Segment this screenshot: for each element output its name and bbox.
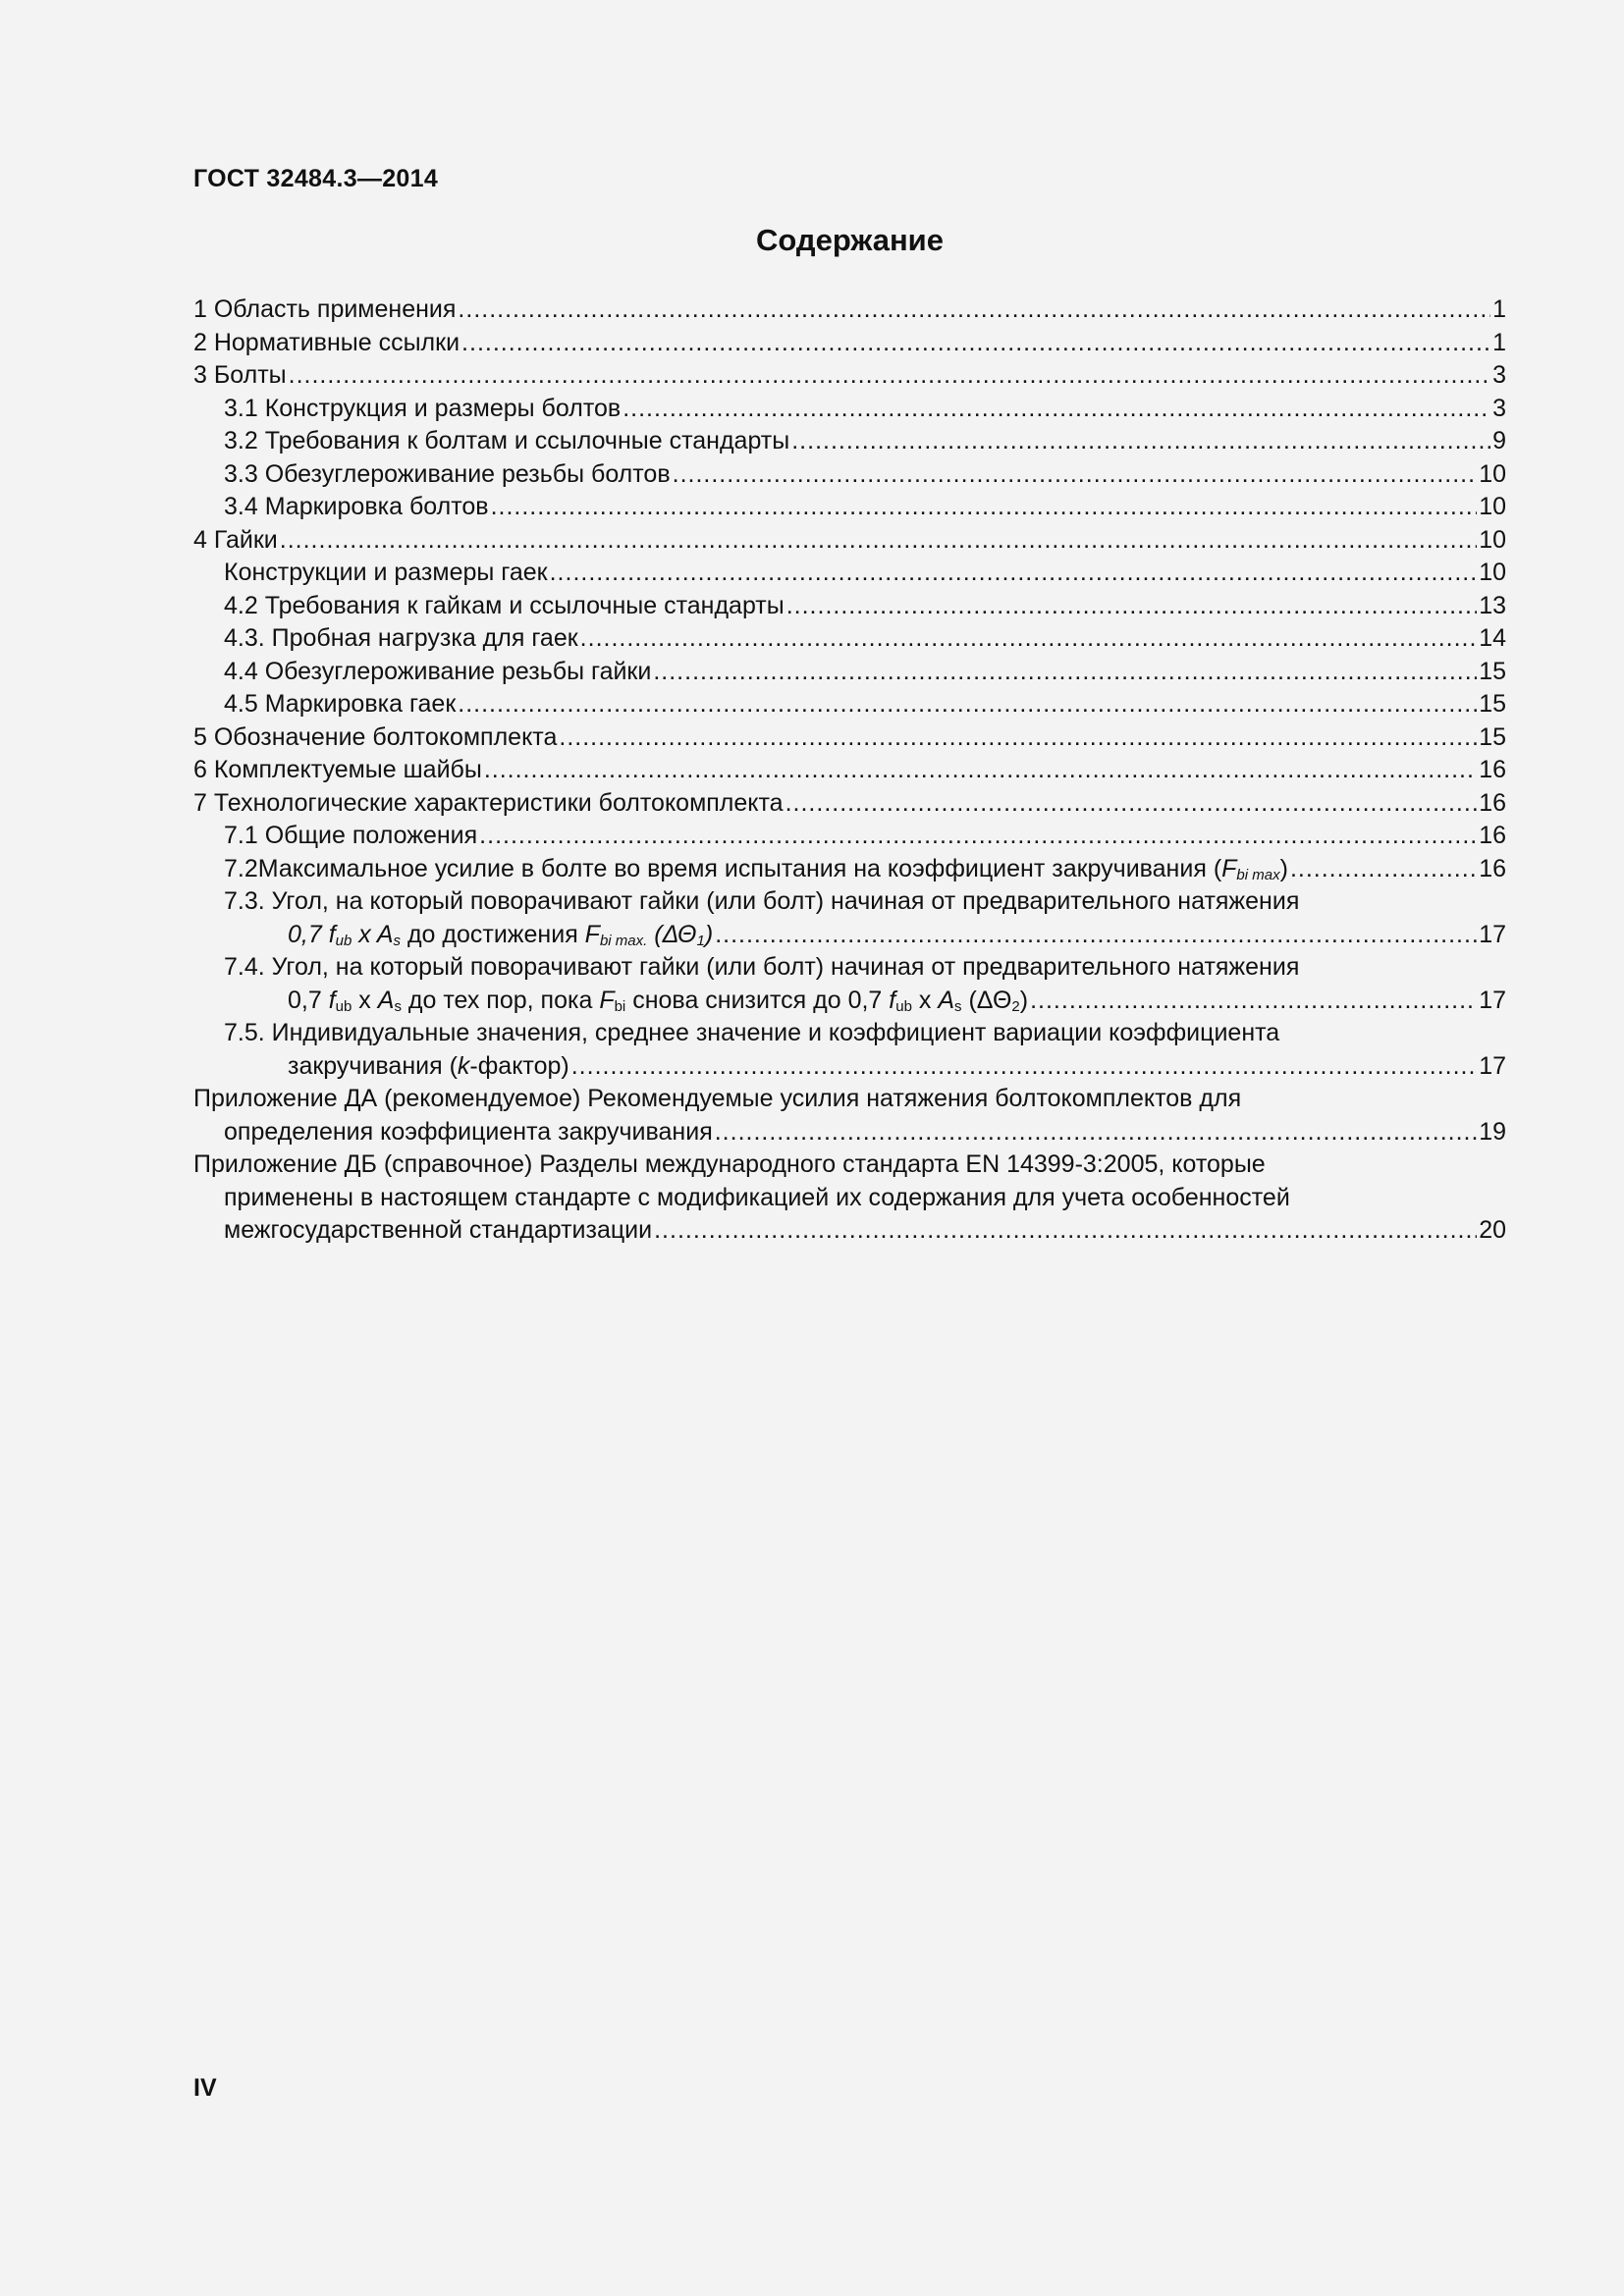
toc-entry[interactable] <box>193 590 1506 623</box>
toc-page-number: 3 <box>1492 394 1506 422</box>
toc-page-number: 1 <box>1492 328 1506 356</box>
toc-entry-text: 4.4 Обезуглероживание резьбы гайки <box>224 657 652 685</box>
toc-page-number: 10 <box>1479 493 1506 520</box>
toc-entry-text: Конструкции и размеры гаек <box>224 559 548 586</box>
toc-entry-text: 7.1 Общие положения <box>224 822 478 849</box>
toc-page-number: 10 <box>1479 459 1506 488</box>
toc-entry[interactable] <box>193 294 1506 327</box>
toc-entry-text: 3 Болты <box>193 361 287 389</box>
toc-entry[interactable] <box>193 985 1506 1018</box>
toc-entry-text[interactable]: Приложение ДА (рекомендуемое) Рекомендуемые усилия натяжения болтокомплектов для <box>193 1085 1242 1112</box>
toc-entry-text: 2 Нормативные ссылки <box>193 328 460 356</box>
toc-page-number: 15 <box>1479 657 1506 685</box>
dot-leader <box>653 656 1477 689</box>
toc-entry-text: закручивания (k-фактор) <box>288 1051 569 1080</box>
toc-entry[interactable] <box>193 359 1506 393</box>
toc-entry[interactable] <box>193 820 1506 853</box>
dot-leader <box>654 1214 1477 1248</box>
toc-entry[interactable] <box>193 622 1506 656</box>
toc-entry[interactable] <box>193 754 1506 787</box>
page-number: IV <box>193 2074 217 2102</box>
toc-entry-text[interactable]: применены в настоящем стандарте с модификацией их содержания для учета особенностей <box>224 1183 1290 1211</box>
dot-leader <box>785 787 1478 821</box>
toc-entry[interactable] <box>193 721 1506 755</box>
toc-page-number: 16 <box>1479 788 1506 817</box>
toc-title: Содержание <box>756 223 944 257</box>
toc-entry[interactable] <box>193 1050 1506 1084</box>
dot-leader <box>458 294 1490 327</box>
toc-entry-text: 4 Гайки <box>193 525 278 554</box>
toc-entry[interactable] <box>193 557 1506 590</box>
toc-entry-text: 0,7 $f_{ub}$ x $A_s$ до тех пор, пока $F_{bi}$ снова снизится до 0,7 $f_{ub}$ x $A_s$ $(\Delta\Theta_2)$ <box>288 986 1029 1015</box>
toc-entry-text[interactable]: 7.5. Индивидуальные значения, среднее значение и коэффициент вариации коэффициента <box>224 1019 1280 1046</box>
toc-entry-text: 4.2 Требования к гайкам и ссылочные стандарты <box>224 591 785 619</box>
toc-entry[interactable] <box>193 425 1506 458</box>
toc-page-number: 17 <box>1479 1051 1506 1080</box>
toc-page-number: 13 <box>1479 591 1506 619</box>
toc-entry-text: межгосударственной стандартизации <box>224 1216 653 1244</box>
toc-entry[interactable] <box>193 327 1506 360</box>
dot-leader <box>491 491 1478 524</box>
toc-entry-text: определения коэффициента закручивания <box>224 1117 713 1146</box>
toc-entry-text[interactable]: 7.4. Угол, на который поворачивают гайки (или болт) начиная от предварительного натяжения <box>224 953 1300 981</box>
toc-page-number: 15 <box>1479 690 1506 718</box>
dot-leader <box>580 622 1478 656</box>
toc-page-number: 14 <box>1479 624 1506 652</box>
dot-leader <box>559 721 1477 755</box>
dot-leader <box>280 524 1477 558</box>
toc-entry-text: 4.3. Пробная нагрузка для гаек <box>224 624 578 652</box>
toc-entry[interactable] <box>193 853 1506 886</box>
toc-entry-text: 5 Обозначение болтокомплекта <box>193 722 558 751</box>
toc-entry-text[interactable]: Приложение ДБ (справочное) Разделы международного стандарта EN 14399-3:2005, которые <box>193 1150 1266 1178</box>
toc-entry-text: 7 Технологические характеристики болтокомплекта <box>193 788 784 817</box>
toc-page-number: 9 <box>1492 427 1506 454</box>
toc-page-number: 16 <box>1479 822 1506 849</box>
toc-page-number: 16 <box>1479 756 1506 783</box>
toc-entry-text: 1 Область применения <box>193 295 457 323</box>
toc-entry-text: 0,7 $f_{ub}$ x $A_s$ до достижения $F_{bi max.}$ $(\Delta\Theta_1)$ <box>288 920 714 949</box>
toc-entry[interactable] <box>193 919 1506 952</box>
toc-entry[interactable] <box>193 688 1506 721</box>
toc-entry[interactable] <box>193 656 1506 689</box>
toc-page-number: 3 <box>1492 361 1506 389</box>
toc-page-number: 17 <box>1479 986 1506 1014</box>
dot-leader <box>571 1050 1477 1084</box>
toc-entry[interactable] <box>193 393 1506 426</box>
toc-entry[interactable] <box>193 1214 1506 1248</box>
toc-entry-text: 3.2 Требования к болтам и ссылочные стандарты <box>224 427 790 454</box>
toc-page-number: 20 <box>1479 1216 1506 1244</box>
toc-page-number: 10 <box>1479 559 1506 586</box>
dot-leader <box>623 393 1490 426</box>
dot-leader <box>1030 985 1477 1018</box>
toc-entry-text: 3.3 Обезуглероживание резьбы болтов <box>224 459 671 488</box>
toc-page-number: 10 <box>1479 525 1506 554</box>
dot-leader <box>479 820 1477 853</box>
document-code: ГОСТ 32484.3—2014 <box>193 165 439 192</box>
dot-leader <box>484 754 1477 787</box>
toc-page-number: 19 <box>1479 1117 1506 1146</box>
toc-entry[interactable] <box>193 491 1506 524</box>
table-of-contents <box>193 294 1506 1248</box>
toc-entry-text: 7.2Максимальное усилие в болте во время испытания на коэффициент закручивания $(F_{bi max})$ <box>224 854 1288 883</box>
toc-page-number: 17 <box>1479 920 1506 948</box>
toc-entry[interactable] <box>193 1116 1506 1149</box>
dot-leader <box>673 458 1478 492</box>
dot-leader <box>550 557 1478 590</box>
dot-leader <box>1290 853 1477 886</box>
toc-page-number: 1 <box>1492 295 1506 323</box>
toc-entry[interactable] <box>193 458 1506 492</box>
toc-page-number: 16 <box>1479 854 1506 882</box>
dot-leader <box>289 359 1490 393</box>
toc-page-number: 15 <box>1479 722 1506 751</box>
dot-leader <box>715 919 1477 952</box>
toc-entry[interactable] <box>193 524 1506 558</box>
dot-leader <box>786 590 1477 623</box>
dot-leader <box>461 327 1490 360</box>
toc-entry-text: 3.4 Маркировка болтов <box>224 493 489 520</box>
toc-entry-text: 6 Комплектуемые шайбы <box>193 756 482 783</box>
toc-entry-text: 4.5 Маркировка гаек <box>224 690 457 718</box>
dot-leader <box>458 688 1477 721</box>
toc-entry-text: 3.1 Конструкция и размеры болтов <box>224 394 622 422</box>
toc-entry-text[interactable]: 7.3. Угол, на который поворачивают гайки (или болт) начиная от предварительного натяжения <box>224 887 1300 915</box>
toc-entry[interactable] <box>193 787 1506 821</box>
dot-leader <box>791 425 1490 458</box>
dot-leader <box>715 1116 1477 1149</box>
